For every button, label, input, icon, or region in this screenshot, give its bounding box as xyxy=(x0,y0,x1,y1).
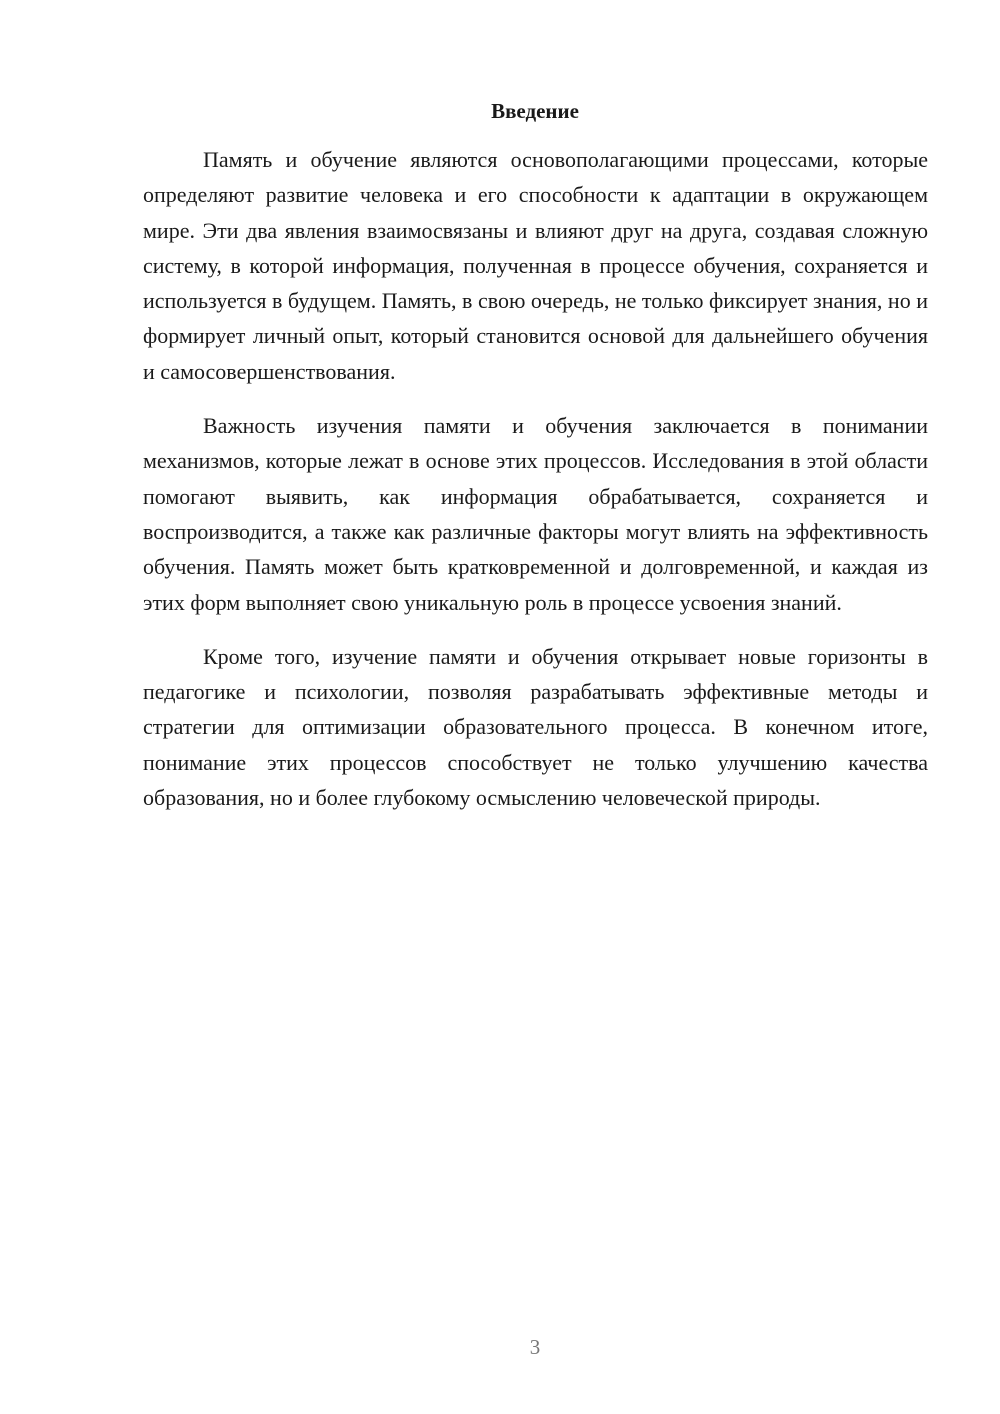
paragraph-3: Кроме того, изучение памяти и обучения открывает новые горизонты в педагогике и психологии, позволяя разрабатывать эффективные методы и стратегии для оптимизации образовательного процесса. В конечном итоге, понимание этих процессов способствует не только улучшению качества образования, но и более глубокому осмыслению человеческой природы. xyxy=(143,643,928,811)
page-number: 3 xyxy=(529,1335,541,1359)
paragraph-2: Важность изучения памяти и обучения заключается в понимании механизмов, которые лежат в основе этих процессов. Исследования в этой области помогают выявить, как информация обрабатывается, сохраняется и воспроизводится, а также как различные факторы могут влиять на эффективность обучения. Память может быть кратковременной и долговременной, и каждая из этих форм выполняет свою уникальную роль в процессе усвоения знаний. xyxy=(143,413,928,615)
paragraph-1: Память и обучение являются основополагающими процессами, которые определяют развитие человека и его способности к адаптации в окружающем мире. Эти два явления взаимосвязаны и влияют друг на друга, создавая сложную систему, в которой информация, полученная в процессе обучения, сохраняется и используется в будущем. Память, в свою очередь, не только фиксирует знания, но и формирует личный опыт, который становится основой для дальнейшего обучения и самосовершенствования. xyxy=(143,147,928,384)
body-text xyxy=(143,142,928,834)
section-title: Введение xyxy=(491,99,579,123)
